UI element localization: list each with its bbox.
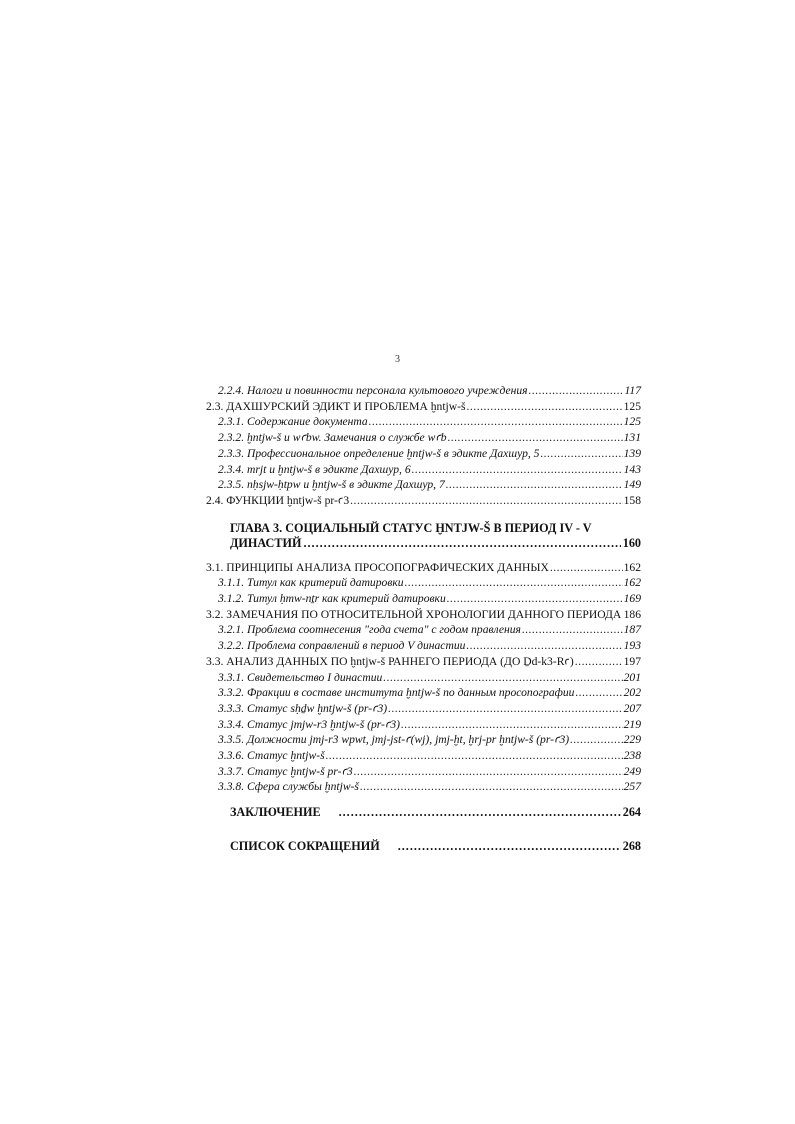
toc-entry[interactable] <box>206 575 641 591</box>
dot-leader <box>570 732 622 748</box>
toc-conclusion[interactable] <box>206 804 641 820</box>
toc-entry-page: 139 <box>623 446 641 460</box>
toc-entry-page: 249 <box>623 764 641 778</box>
toc-entry[interactable] <box>206 446 641 462</box>
toc-entry[interactable] <box>206 701 641 717</box>
toc-entry[interactable] <box>206 717 641 733</box>
toc-abbreviations[interactable] <box>206 838 641 854</box>
toc-entry[interactable] <box>206 560 641 576</box>
toc-entry-page: 219 <box>623 717 641 731</box>
toc-entry-page: 186 <box>623 607 641 621</box>
dot-leader <box>339 804 621 820</box>
toc-entry[interactable] <box>206 383 641 399</box>
toc-entry[interactable] <box>206 685 641 701</box>
toc-entry-label: 3.1. ПРИНЦИПЫ АНАЛИЗА ПРОСОПОГРАФИЧЕСКИХ ДАННЫХ <box>206 560 549 574</box>
chapter-3-title-line2: ДИНАСТИЙ <box>230 536 302 551</box>
toc-entry[interactable] <box>206 591 641 607</box>
toc-entry[interactable] <box>206 779 641 795</box>
toc-entry-page: 169 <box>623 592 641 606</box>
dot-leader <box>354 764 623 780</box>
toc-entry-label: 3.3.3. Статус sḥḏw ḫntjw-š (pr-ꜥ3) <box>218 701 388 715</box>
toc-entry-page: 143 <box>623 462 641 476</box>
toc-entry-label: 2.4. ФУНКЦИИ ḫntjw-š pr-ꜥ3 <box>206 493 350 507</box>
toc-entry[interactable] <box>206 764 641 780</box>
toc-entry-label: 3.2. ЗАМЕЧАНИЯ ПО ОТНОСИТЕЛЬНОЙ ХРОНОЛОГИИ ДАННОГО ПЕРИОДА <box>206 607 622 621</box>
toc-entry[interactable] <box>206 748 641 764</box>
toc-entry-page: 187 <box>623 623 641 637</box>
toc-entry-page: 238 <box>623 749 641 763</box>
toc-entry-label: 3.3.7. Статус ḫntjw-š pr-ꜥ3 <box>218 764 353 778</box>
dot-leader <box>550 560 623 576</box>
conclusion-page: 264 <box>622 805 641 820</box>
dot-leader <box>529 383 624 399</box>
toc-entry[interactable] <box>206 493 641 509</box>
dot-leader <box>522 622 623 638</box>
dot-leader <box>540 446 622 462</box>
dot-leader <box>360 779 623 795</box>
dot-leader <box>398 838 621 854</box>
toc-entry-page: 229 <box>623 733 641 747</box>
toc-entry-page: 202 <box>623 686 641 700</box>
toc-entry-page: 257 <box>623 780 641 794</box>
conclusion-label: ЗАКЛЮЧЕНИЕ <box>230 805 321 820</box>
toc-entry-page: 193 <box>623 639 641 653</box>
toc-entry-label: 3.3. АНАЛИЗ ДАННЫХ ПО ḫntjw-š РАННЕГО ПЕРИОДА (ДО Ḏd-k3-Rꜥ) <box>206 654 574 668</box>
toc-entry-label: 2.3.5. nḥsjw-ḥtpw и ḫntjw-š в эдикте Дахшур, 7 <box>218 478 445 492</box>
toc-entry-label: 2.3.3. Профессиональное определение ḫntjw-š в эдикте Дахшур, 5 <box>218 446 540 460</box>
dot-leader <box>369 414 623 430</box>
toc-entry-page: 201 <box>623 670 641 684</box>
toc-entry-label: 2.3.1. Содержание документа <box>218 415 368 429</box>
toc-entry-label: 2.3. ДАХШУРСКИЙ ЭДИКТ И ПРОБЛЕМА ḫntjw-š <box>206 399 466 413</box>
dot-leader <box>326 748 623 764</box>
toc-entry-page: 125 <box>623 399 641 413</box>
toc-entry-page: 158 <box>623 493 641 507</box>
dot-leader <box>401 717 623 733</box>
dot-leader <box>466 638 622 654</box>
toc-entry-label: 2.3.2. ḫntjw-š и wꜥbw. Замечания о службе wꜥb <box>218 431 447 445</box>
toc-entry-label: 3.2.1. Проблема соотнесения "года счета" с годом правления <box>218 623 521 637</box>
toc-entry[interactable] <box>206 399 641 415</box>
toc-entry[interactable] <box>206 477 641 493</box>
chapter-3-title-line1: ГЛАВА 3. СОЦИАЛЬНЫЙ СТАТУС ḪNTJW-Š В ПЕРИОД IV - V <box>230 520 592 535</box>
toc-entry-page: 207 <box>623 701 641 715</box>
toc-group-chapter-2 <box>206 383 641 509</box>
chapter-3-page: 160 <box>622 536 641 551</box>
toc-entry[interactable] <box>206 654 641 670</box>
abbreviations-label: СПИСОК СОКРАЩЕНИЙ <box>230 839 380 854</box>
toc-entry[interactable] <box>206 414 641 430</box>
toc-entry-page: 117 <box>624 384 641 397</box>
toc-entry-label: 2.2.4. Налоги и повинности персонала культового учреждения <box>218 384 528 397</box>
toc-entry-label: 3.3.6. Статус ḫntjw-š <box>218 749 325 763</box>
toc-entry-page: 149 <box>623 478 641 492</box>
dot-leader <box>446 477 623 493</box>
toc-group-chapter-3 <box>206 560 641 796</box>
toc-entry-label: 3.1.1. Титул как критерий датировки <box>218 576 404 590</box>
toc-entry[interactable] <box>206 430 641 446</box>
toc-chapter-3-heading[interactable] <box>206 521 641 552</box>
toc-entry[interactable] <box>206 638 641 654</box>
toc-entry[interactable] <box>206 732 641 748</box>
dot-leader <box>448 430 623 446</box>
toc-entry-label: 3.3.8. Сфера службы ḫntjw-š <box>218 780 359 794</box>
toc-entry-label: 3.1.2. Титул ḥmw-nṯr как критерий датировки <box>218 592 446 606</box>
toc-entry-page: 197 <box>623 654 641 668</box>
dot-leader <box>575 654 623 670</box>
toc-entry-page: 131 <box>623 431 641 445</box>
toc-entry-label: 2.3.4. mrjt и ḫntjw-š в эдикте Дахшур, 6 <box>218 462 411 476</box>
dot-leader <box>405 575 623 591</box>
toc-entry-label: 3.3.4. Статус jmjw-r3 ḫntjw-š (pr-ꜥ3) <box>218 717 401 731</box>
dot-leader <box>388 701 622 717</box>
dot-leader <box>350 493 622 509</box>
toc-entry-page: 162 <box>623 560 641 574</box>
dot-leader <box>412 462 623 478</box>
toc-entry[interactable] <box>206 462 641 478</box>
toc-entry-page: 162 <box>623 576 641 590</box>
toc-entry[interactable] <box>206 670 641 686</box>
toc-entry-page: 125 <box>623 415 641 429</box>
toc-entry[interactable] <box>206 622 641 638</box>
dot-leader <box>303 536 620 552</box>
toc-entry-label: 3.2.2. Проблема соправлений в период V династии <box>218 639 466 653</box>
toc-entry-label: 3.3.5. Должности jmj-r3 wpwt, jmj-jst-ꜥ(wj), jmj-ḫt, ḫrj-pr ḫntjw-š (pr-ꜥ3) <box>218 733 570 747</box>
dot-leader <box>467 399 623 415</box>
toc-entry[interactable] <box>206 607 641 623</box>
toc-entry-label: 3.3.2. Фракции в составе института ḫntjw-š по данным просопографии <box>218 686 575 700</box>
table-of-contents <box>206 383 641 854</box>
abbreviations-page: 268 <box>622 839 641 854</box>
toc-entry-label: 3.3.1. Свидетельство I династии <box>218 670 383 684</box>
dot-leader <box>447 591 623 607</box>
dot-leader <box>575 685 622 701</box>
dot-leader <box>383 670 622 686</box>
page-number: 3 <box>395 354 400 365</box>
